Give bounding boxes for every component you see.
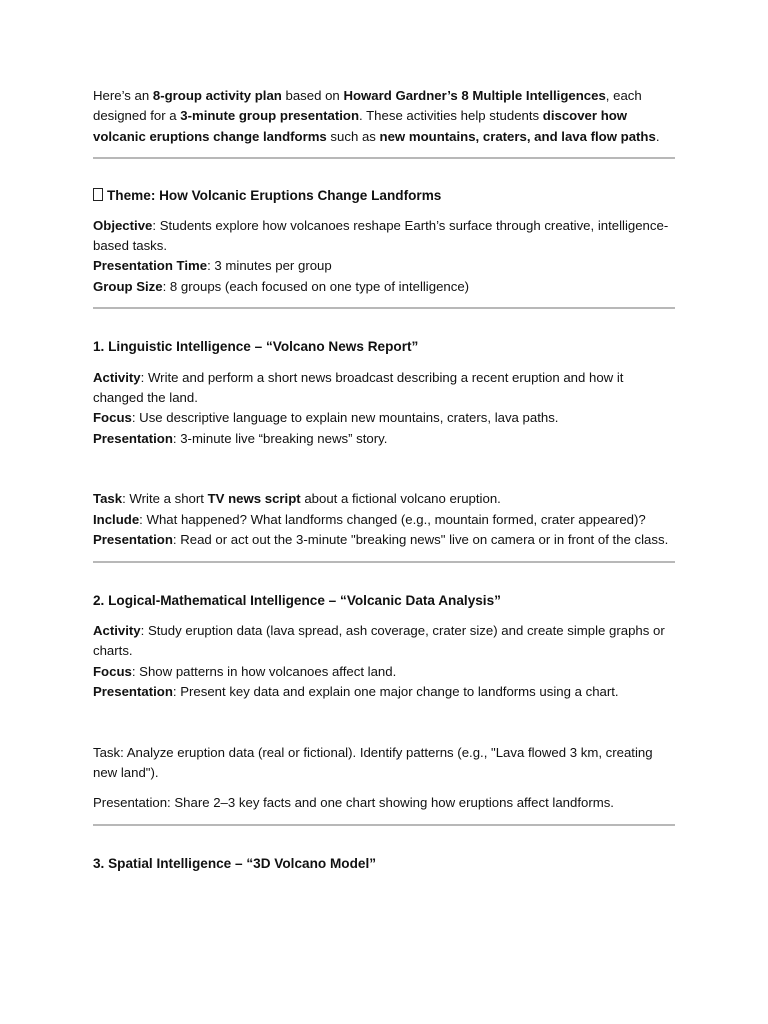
activity-text: : Study eruption data (lava spread, ash coverage, crater size) and create simple graphs or charts. <box>93 622 665 659</box>
section-divider <box>93 307 675 309</box>
intro-text: such as <box>326 128 380 144</box>
intro-bold: 8-group activity plan <box>152 88 282 103</box>
presentation-line <box>93 682 675 702</box>
focus-line <box>93 662 675 682</box>
task-plain-line: Task: Analyze eruption data (real or fictional). Identify patterns (e.g., "Lava flowed 3 km, creating new land"). <box>93 744 653 780</box>
section-divider <box>93 824 675 826</box>
presentation-plain-line: Presentation: Share 2–3 key facts and one chart showing how eruptions affect landforms. <box>93 795 614 811</box>
presentation-time-line <box>93 256 675 276</box>
objective-text: : Students explore how volcanoes reshape Earth’s surface through creative, intelligence-based tasks. <box>93 217 669 254</box>
task-label: Task <box>93 491 123 507</box>
section-divider <box>93 561 675 563</box>
activity-label: Activity <box>93 369 141 385</box>
section-divider <box>93 157 675 159</box>
presentation-line <box>93 429 675 449</box>
presentation-label: Presentation <box>93 684 173 700</box>
presentation-label: Presentation <box>93 532 173 548</box>
include-line <box>93 510 675 530</box>
section-heading: 1. Linguistic Intelligence – “Volcano News Report” <box>93 339 419 355</box>
theme-heading-text: Theme: How Volcanic Eruptions Change Landforms <box>107 188 442 204</box>
task-bold: TV news script <box>207 491 301 507</box>
focus-text: : Show patterns in how volcanoes affect land. <box>131 663 397 679</box>
objective-line <box>93 216 675 257</box>
intro-bold: Howard Gardner’s 8 Multiple Intelligences <box>343 88 606 103</box>
presentation-label: Presentation <box>93 430 173 446</box>
intro-bold: 3-minute group presentation <box>180 108 360 124</box>
group-size-label: Group Size <box>93 278 163 294</box>
include-label: Include <box>93 511 140 527</box>
section-heading: 2. Logical-Mathematical Intelligence – “Volcanic Data Analysis” <box>93 592 501 608</box>
focus-label: Focus <box>93 663 132 679</box>
focus-label: Focus <box>93 410 132 426</box>
missing-glyph-icon <box>93 188 103 201</box>
activity-text: : Write and perform a short news broadcast describing a recent eruption and how it changed the land. <box>93 369 624 406</box>
include-text: : What happened? What landforms changed (e.g., mountain formed, crater appeared)? <box>139 511 646 527</box>
focus-text: : Use descriptive language to explain new mountains, craters, lava paths. <box>131 410 559 426</box>
task-line <box>93 489 675 509</box>
focus-line <box>93 408 675 428</box>
task-text: about a fictional volcano eruption. <box>300 491 501 507</box>
presentation-time-text: : 3 minutes per group <box>207 258 332 274</box>
intro-text: based on <box>281 88 344 103</box>
presentation-text: : Read or act out the 3-minute "breaking news" live on camera or in front of the class. <box>172 532 669 548</box>
theme-heading <box>93 186 675 206</box>
intro-text: , each designed for a <box>93 88 642 124</box>
document-body <box>93 86 675 884</box>
presentation-text: : Present key data and explain one major change to landforms using a chart. <box>172 684 619 700</box>
intro-bold: discover how volcanic eruptions change landforms <box>93 108 628 144</box>
presentation-line <box>93 530 675 550</box>
objective-label: Objective <box>93 217 153 233</box>
intro-text: . These activities help students <box>359 108 543 124</box>
intro-text: Here’s an <box>93 88 153 103</box>
activity-line <box>93 368 675 409</box>
group-size-line <box>93 277 675 297</box>
task-text: : Write a short <box>122 491 208 507</box>
intro-paragraph <box>93 86 675 147</box>
intro-bold: new mountains, craters, and lava flow paths <box>379 128 656 144</box>
section-heading: 3. Spatial Intelligence – “3D Volcano Model” <box>93 855 377 871</box>
presentation-text: : 3-minute live “breaking news” story. <box>172 430 388 446</box>
group-size-text: : 8 groups (each focused on one type of intelligence) <box>162 278 470 294</box>
activity-line <box>93 621 675 662</box>
presentation-time-label: Presentation Time <box>93 258 208 274</box>
intro-text: . <box>655 128 660 144</box>
activity-label: Activity <box>93 622 141 638</box>
